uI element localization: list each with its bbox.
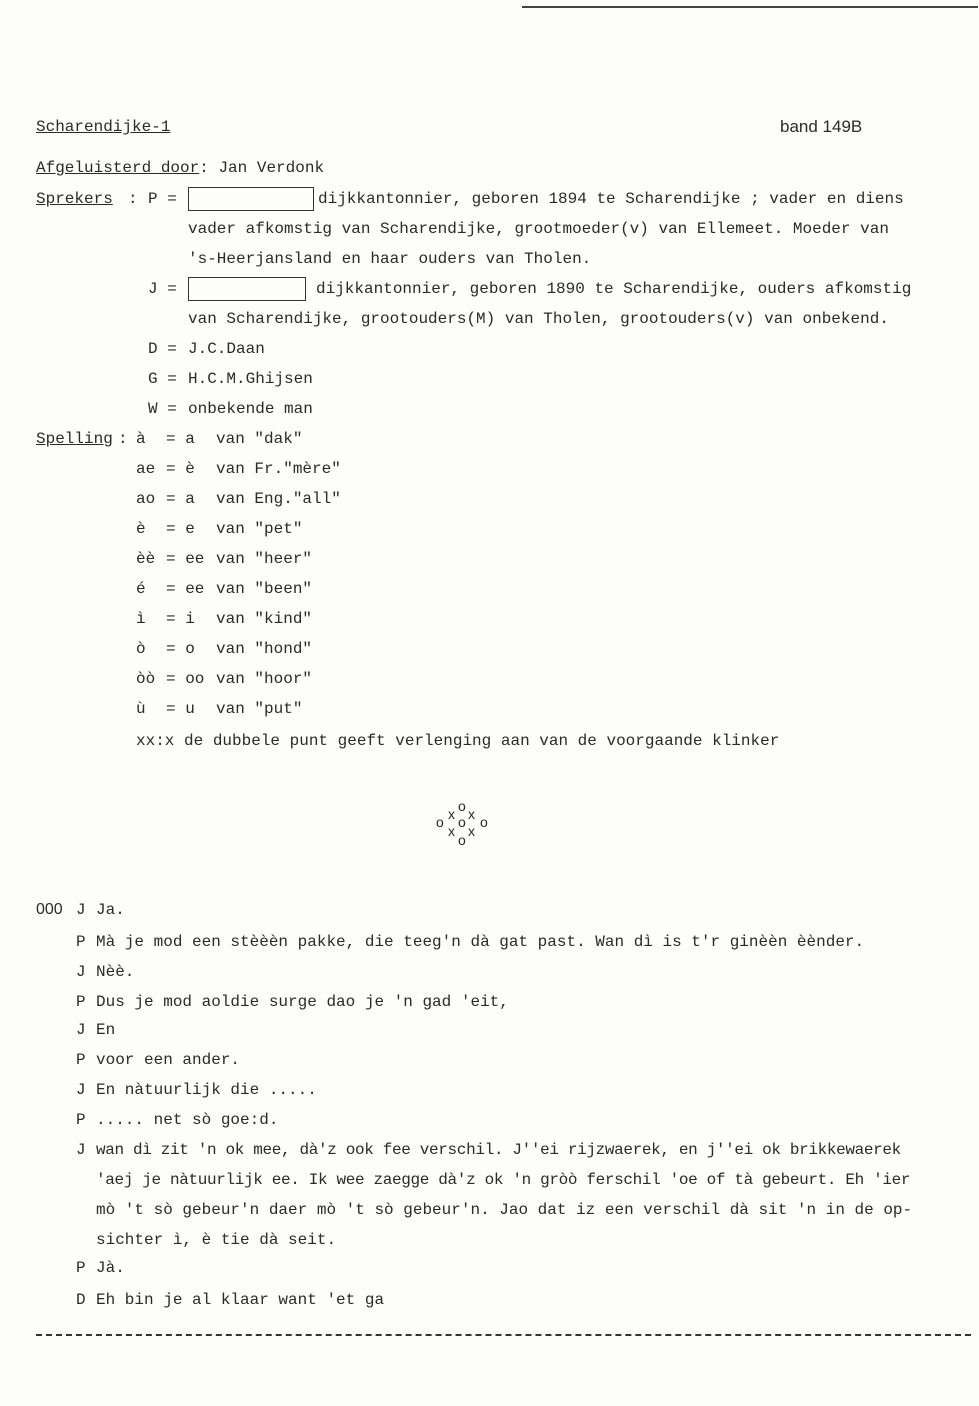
ornament-glyph: o	[458, 814, 466, 830]
ornament-glyph: o	[436, 814, 444, 830]
spelling-desc: van "been"	[216, 580, 313, 598]
speakers-sep: :	[128, 190, 138, 208]
listener-line	[36, 158, 324, 178]
transcript-speaker: P	[76, 1051, 86, 1069]
speakers-label: Sprekers	[36, 190, 113, 208]
page-end-rule	[36, 1334, 971, 1336]
transcript-line: Ja.	[96, 901, 125, 919]
spelling-symbol: ù	[136, 700, 146, 718]
spelling-equiv: = è	[166, 460, 195, 478]
spelling-equiv: = ee	[166, 550, 205, 568]
listener-label: Afgeluisterd door	[36, 159, 200, 177]
section-ornament	[432, 798, 492, 854]
transcript-line: Dus je mod aoldie surge dao je 'n gad 'eit,	[96, 993, 509, 1011]
ornament-glyph: x	[448, 806, 455, 822]
transcript-line: Mà je mod een stèèèn pakke, die teeg'n dà gat past. Wan dì is t'r ginèèn èènder.	[96, 933, 865, 951]
transcript-speaker: J	[76, 963, 86, 981]
redacted-name-box	[188, 277, 306, 301]
spelling-symbol: èè	[136, 550, 156, 568]
speaker-code: P =	[148, 190, 177, 208]
listener-name: : Jan Verdonk	[199, 159, 325, 177]
transcript-line: voor een ander.	[96, 1051, 241, 1069]
transcript-line: ..... net sò goe:d.	[96, 1111, 279, 1129]
ornament-glyph: x	[468, 823, 475, 839]
speaker-code: D =	[148, 340, 177, 358]
ornament-glyph: o	[458, 798, 466, 814]
spelling-symbol: òò	[136, 670, 156, 688]
transcript-speaker: J	[76, 1081, 86, 1099]
transcript-speaker: J	[76, 1021, 86, 1039]
ornament-glyph: x	[448, 823, 455, 839]
transcript-speaker: J	[76, 1141, 86, 1159]
spelling-symbol: à	[136, 430, 146, 448]
transcript-line: Eh bin je al klaar want 'et ga	[96, 1291, 385, 1309]
speaker-desc: J.C.Daan	[188, 340, 265, 358]
transcript-line: Jà.	[96, 1259, 125, 1277]
transcript-line: En nàtuurlijk die .....	[96, 1081, 317, 1099]
document-title: Scharendijke-1	[36, 118, 171, 136]
speaker-code: G =	[148, 370, 177, 388]
spelling-equiv: = oo	[166, 670, 205, 688]
spelling-symbol: è	[136, 520, 146, 538]
ornament-glyph: x	[468, 806, 475, 822]
spelling-label: Spelling	[36, 430, 113, 448]
spelling-equiv: = o	[166, 640, 195, 658]
transcript-line: 'aej je nàtuurlijk ee. Ik wee zaegge dà'z ok 'n gròò ferschil 'oe of tà gebeurt. Eh 'ier	[96, 1171, 911, 1189]
spelling-symbol: ò	[136, 640, 146, 658]
speaker-desc: vader afkomstig van Scharendijke, grootmoeder(v) van Ellemeet. Moeder van	[188, 220, 889, 238]
spelling-desc: van "kind"	[216, 610, 313, 628]
speaker-desc: H.C.M.Ghijsen	[188, 370, 313, 388]
ornament-glyph: o	[458, 832, 466, 848]
speaker-desc: dijkkantonnier, geboren 1894 te Scharendijke ; vader en diens	[318, 190, 904, 208]
spelling-desc: van "hond"	[216, 640, 313, 658]
speaker-desc: onbekende man	[188, 400, 313, 418]
spelling-desc: van "heer"	[216, 550, 313, 568]
ornament-glyph: o	[480, 814, 488, 830]
spelling-note: xx:x de dubbele punt geeft verlenging aan van de voorgaande klinker	[136, 732, 780, 750]
transcript-speaker: P	[76, 993, 86, 1011]
speaker-code: J =	[148, 280, 177, 298]
spelling-sep: :	[118, 430, 128, 448]
tape-counter: 000	[36, 901, 63, 918]
transcript-speaker: P	[76, 1111, 86, 1129]
transcript-line: mò 't sò gebeur'n daer mò 't sò gebeur'n. Jao dat iz een verschil dà sit 'n in de op-	[96, 1201, 913, 1219]
band-number: band 149B	[780, 117, 863, 136]
redacted-name-box	[188, 187, 314, 211]
spelling-desc: van "pet"	[216, 520, 303, 538]
spelling-symbol: ì	[136, 610, 146, 628]
spelling-desc: van "put"	[216, 700, 303, 718]
spelling-desc: van Fr."mère"	[216, 460, 341, 478]
speaker-desc: dijkkantonnier, geboren 1890 te Scharendijke, ouders afkomstig	[316, 280, 912, 298]
spelling-symbol: ae	[136, 460, 156, 478]
spelling-equiv: = a	[166, 490, 195, 508]
spelling-equiv: = i	[166, 610, 195, 628]
speaker-code: W =	[148, 400, 177, 418]
spelling-equiv: = a	[166, 430, 195, 448]
spelling-symbol: é	[136, 580, 146, 598]
transcript-line: sichter ì, è tie dà seit.	[96, 1231, 337, 1249]
spelling-equiv: = ee	[166, 580, 205, 598]
spelling-desc: van "dak"	[216, 430, 303, 448]
top-rule	[522, 6, 978, 8]
speaker-desc: 's-Heerjansland en haar ouders van Tholen.	[188, 250, 592, 268]
spelling-equiv: = e	[166, 520, 195, 538]
transcript-line: En	[96, 1021, 116, 1039]
spelling-symbol: ao	[136, 490, 156, 508]
transcript-line: Nèè.	[96, 963, 135, 981]
speaker-desc: van Scharendijke, grootouders(M) van Tholen, grootouders(v) van onbekend.	[188, 310, 889, 328]
transcript-speaker: D	[76, 1291, 86, 1309]
transcript-speaker: J	[76, 901, 86, 919]
spelling-equiv: = u	[166, 700, 195, 718]
transcript-speaker: P	[76, 933, 86, 951]
transcript-line: wan dì zit 'n ok mee, dà'z ook fee verschil. J''ei rijzwaerek, en j''ei ok brikkewaerek	[96, 1141, 901, 1159]
spelling-desc: van "hoor"	[216, 670, 313, 688]
transcript-speaker: P	[76, 1259, 86, 1277]
spelling-desc: van Eng."all"	[216, 490, 341, 508]
